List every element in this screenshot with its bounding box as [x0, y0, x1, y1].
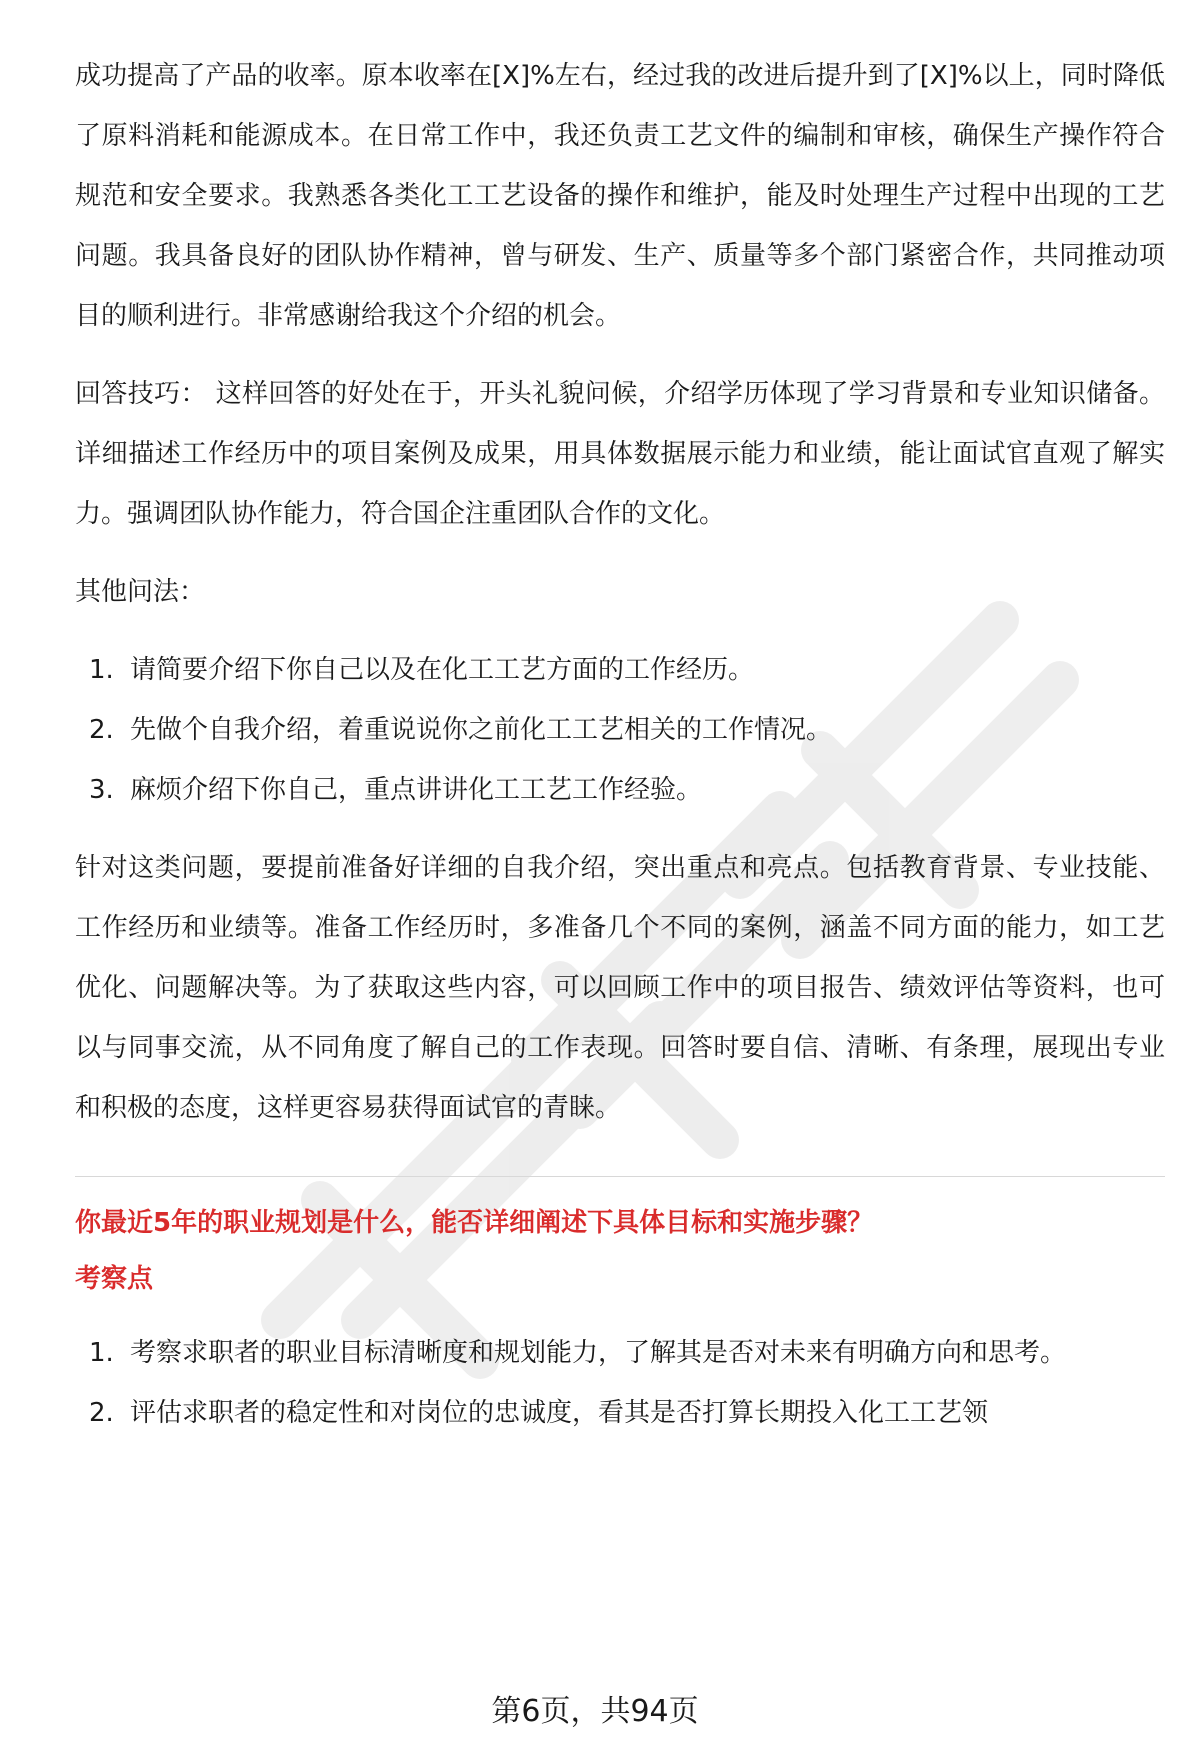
list-item: [75, 1323, 1165, 1383]
list-text: 考察求职者的职业目标清晰度和规划能力，了解其是否对未来有明确方向和思考。: [130, 1338, 1067, 1368]
list-text: 先做个自我介绍，着重说说你之前化工工艺相关的工作情况。: [130, 715, 833, 745]
list-number: 3.: [89, 775, 114, 805]
list-number: 2.: [89, 715, 114, 745]
list-item: [75, 1383, 1165, 1443]
list-number: 1.: [89, 1338, 114, 1368]
advice-paragraph: 针对这类问题，要提前准备好详细的自我介绍，突出重点和亮点。包括教育背景、专业技能、工作经历和业绩等。准备工作经历时，多准备几个不同的案例，涵盖不同方面的能力，如工艺优化、问题解决等。为了获取这些内容，可以回顾工作中的项目报告、绩效评估等资料，也可以与同事交流，从不同角度了解自己的工作表现。回答时要自信、清晰、有条理，展现出专业和积极的态度，这样更容易获得面试官的青睐。: [75, 853, 1165, 1123]
list-item: [75, 700, 1165, 760]
intro-continuation-paragraph: 成功提高了产品的收率。原本收率在[X]%左右，经过我的改进后提升到了[X]%以上，同时降低了原料消耗和能源成本。在日常工作中，我还负责工艺文件的编制和审核，确保生产操作符合规范和安全要求。我熟悉各类化工工艺设备的操作和维护，能及时处理生产过程中出现的工艺问题。我具备良好的团队协作精神，曾与研发、生产、质量等多个部门紧密合作，共同推动项目的顺利进行。非常感谢给我这个介绍的机会。: [75, 61, 1165, 331]
list-item: [75, 640, 1165, 700]
assessment-points-list: [75, 1323, 1165, 1443]
page-number-footer: 第6页，共94页: [491, 1694, 699, 1729]
section-divider: [75, 1176, 1165, 1177]
answer-tips-paragraph: 回答技巧： 这样回答的好处在于，开头礼貌问候，介绍学历体现了学习背景和专业知识储备。详细描述工作经历中的项目案例及成果，用具体数据展示能力和业绩，能让面试官直观了解实力。强调团队协作能力，符合国企注重团队合作的文化。: [75, 379, 1165, 529]
other-questions-heading: 其他问法：: [75, 577, 206, 607]
main-content: [75, 46, 1165, 1443]
assessment-points-heading: 考察点: [75, 1264, 154, 1294]
list-text: 评估求职者的稳定性和对岗位的忠诚度，看其是否打算长期投入化工工艺领: [130, 1398, 989, 1428]
list-number: 1.: [89, 655, 114, 685]
list-number: 2.: [89, 1398, 114, 1428]
list-item: [75, 760, 1165, 820]
other-questions-list: [75, 640, 1165, 820]
list-text: 麻烦介绍下你自己，重点讲讲化工工艺工作经验。: [130, 775, 703, 805]
question-title: 你最近5年的职业规划是什么，能否详细阐述下具体目标和实施步骤？: [75, 1208, 874, 1238]
list-text: 请简要介绍下你自己以及在化工工艺方面的工作经历。: [130, 655, 755, 685]
